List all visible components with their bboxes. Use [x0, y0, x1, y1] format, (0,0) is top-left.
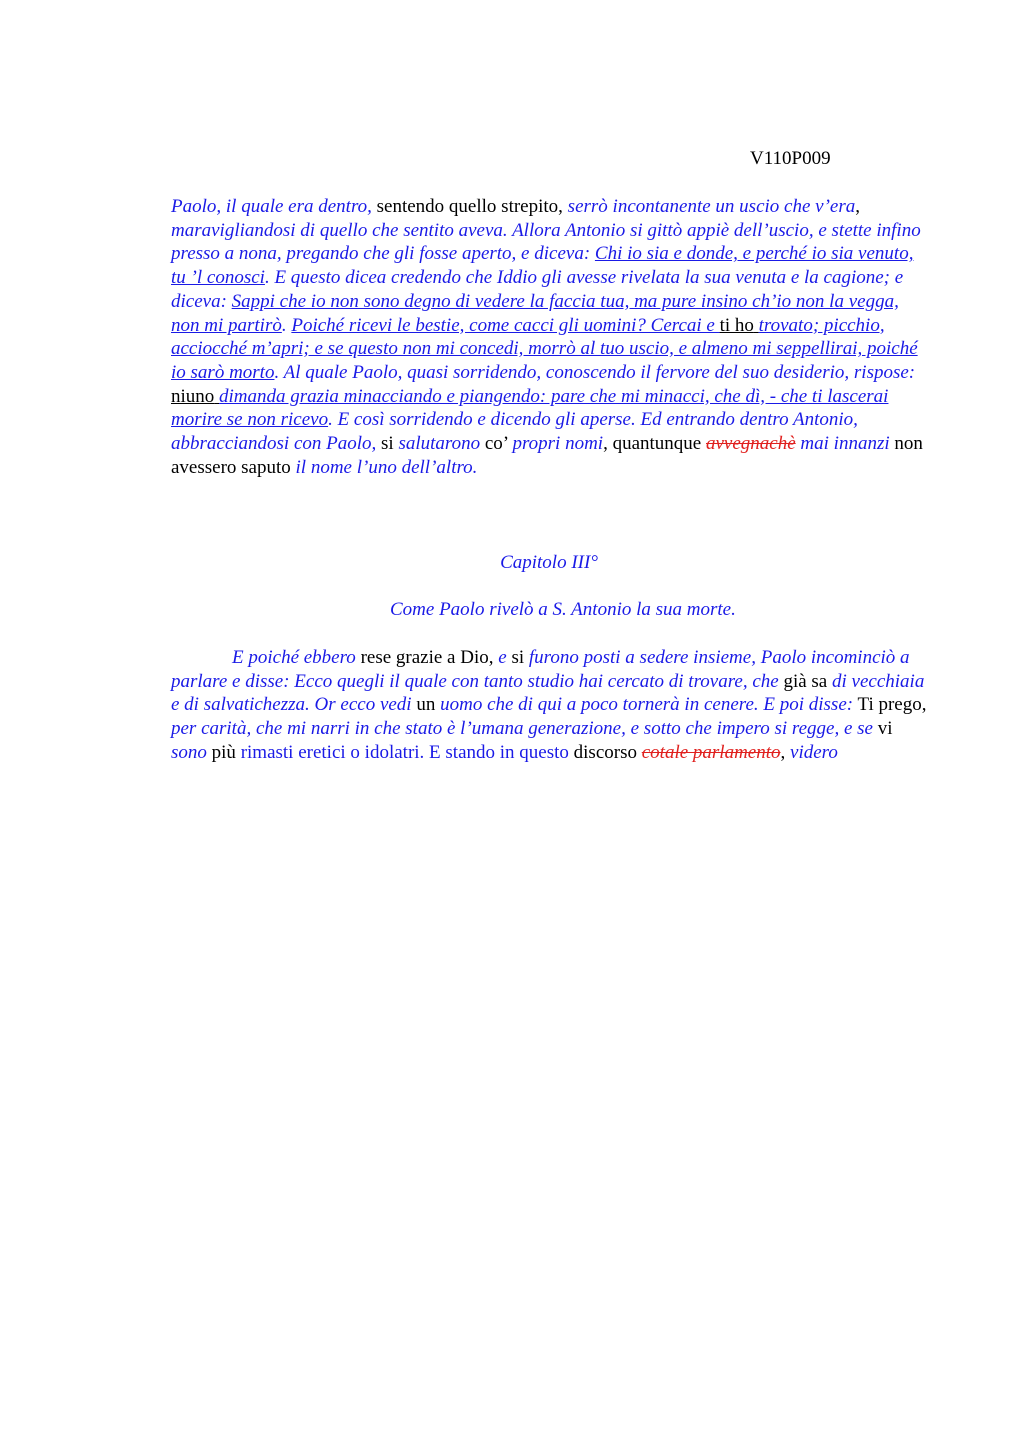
text-run: Ti prego,: [853, 694, 927, 716]
text-run: mai innanzi: [800, 433, 890, 455]
text-run: rese grazie a Dio,: [355, 647, 499, 668]
text-run: maravigliandosi di quello che sentito aveva. Allora Antonio si gittò appiè dell’uscio, e stette infino presso a nona, pregando che gli fosse aperto, e diceva:: [171, 219, 921, 265]
text-run: . E questo dicea credendo che Iddio gli avesse rivelata la sua venuta e la cagione; e diceva:: [171, 267, 904, 312]
text-run: si: [376, 433, 399, 455]
text-run: per carità, che mi narri in che stato è l’umana generazione, e sotto che impero si regge, e se: [171, 718, 873, 740]
text-run: rimasti eretici o idolatri. E stando in questo: [240, 741, 569, 763]
text-run: di vecchiaia e di salvatichezza. Or ecco vedi: [171, 670, 925, 716]
text-run: sentendo quello strepito,: [371, 196, 568, 217]
text-run: si: [506, 647, 529, 668]
text-run: non avessero saputo: [171, 433, 923, 478]
text-run: Sappi che io non sono degno di vedere la faccia tua, ma pure insino ch’io non la vegga, non mi partirò: [171, 290, 899, 336]
text-run: un: [411, 694, 441, 716]
text-run: ti ho: [719, 314, 754, 336]
text-run: trovato; picchio, acciocché m’apri; e se questo non mi concedi, morrò al tuo uscio, e almeno mi seppellirai, poiché io sarò morto: [171, 314, 918, 383]
text-run: serrò incontanente un uscio che v’era: [567, 196, 856, 217]
paragraph-2: [171, 646, 931, 765]
text-run: ,: [855, 196, 860, 217]
paragraph-1: [171, 195, 931, 479]
text-run: ,: [780, 741, 791, 763]
text-run: cotale parlamento: [641, 741, 781, 763]
page-id: V110P009: [750, 148, 831, 169]
text-run: già sa: [778, 670, 832, 692]
text-run: , quantunque: [603, 433, 706, 455]
text-run: . Al quale Paolo, quasi sorridendo, conoscendo il fervore del suo desiderio, rispose:: [274, 361, 916, 383]
text-run: .: [281, 314, 292, 336]
chapter-title: Capitolo III°: [500, 552, 598, 573]
text-run: niuno: [171, 385, 215, 407]
text-run: avvegnachè: [706, 433, 796, 455]
text-run: Chi io sia e donde, e perché io sia venuto, tu ’l conosci: [171, 243, 914, 289]
text-run: furono posti a sedere insieme, Paolo incominciò a parlare e disse: Ecco quegli il quale con tanto studio hai cercato di trovare, che: [171, 647, 910, 692]
text-run: discorso: [568, 741, 642, 763]
text-run: E poiché ebbero: [232, 647, 356, 668]
chapter-subtitle: Come Paolo rivelò a S. Antonio la sua morte.: [390, 599, 736, 620]
text-run: . E così sorridendo e dicendo gli aperse. Ed entrando dentro Antonio, abbracciandosi con Paolo,: [171, 409, 858, 455]
text-run: videro: [790, 741, 838, 763]
text-run: salutarono: [398, 433, 481, 455]
text-run: il nome l’uno dell’altro.: [295, 456, 478, 478]
text-run: Poiché ricevi le bestie, come cacci gli uomini? Cercai e: [291, 314, 720, 336]
text-run: sono: [171, 741, 207, 763]
text-run: co’: [480, 433, 513, 455]
text-run: uomo che di qui a poco tornerà in cenere. E poi disse:: [440, 694, 854, 716]
text-run: dimanda grazia minacciando e piangendo: pare che mi minacci, che dì, - che ti lascerai morire se non ricevo: [171, 385, 889, 431]
text-run: propri nomi: [512, 433, 604, 455]
text-run: e: [498, 647, 507, 668]
text-run: più: [206, 741, 241, 763]
text-run: Paolo, il quale era dentro,: [171, 196, 372, 217]
text-run: vi: [872, 718, 893, 740]
